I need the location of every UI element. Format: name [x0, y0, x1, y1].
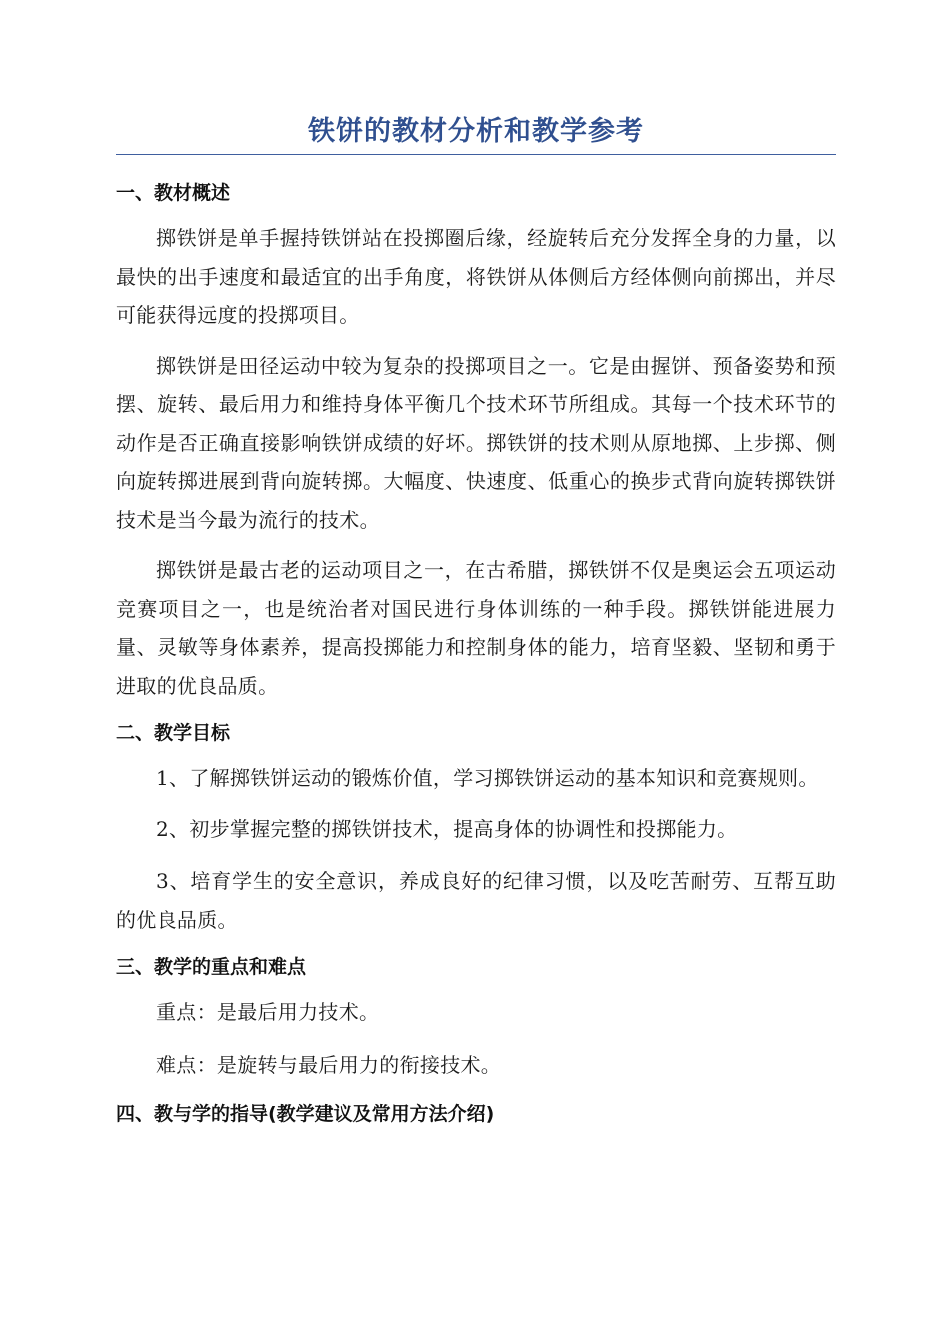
paragraph: 2、初步掌握完整的掷铁饼技术，提高身体的协调性和投掷能力。 [156, 816, 738, 841]
paragraph: 掷铁饼是单手握持铁饼站在投掷圈后缘，经旋转后充分发挥全身的力量，以最快的出手速度和最适宜的出手角度，将铁饼从体侧后方经体侧向前掷出，并尽可能获得远度的投掷项目。 [116, 226, 836, 327]
section-heading: 四、教与学的指导(教学建议及常用方法介绍) [116, 1103, 495, 1125]
paragraph: 1、了解掷铁饼运动的锻炼价值，学习掷铁饼运动的基本知识和竞赛规则。 [156, 766, 819, 790]
title-underline [116, 154, 836, 155]
paragraph: 3、培育学生的安全意识，养成良好的纪律习惯，以及吃苦耐劳、互帮互助的优良品质。 [116, 869, 836, 932]
section-heading: 三、教学的重点和难点 [116, 956, 307, 978]
section-overview [116, 177, 836, 705]
section-goals [116, 717, 836, 939]
section-key-points [116, 951, 836, 1084]
section-heading: 一、教材概述 [116, 182, 231, 204]
paragraph: 掷铁饼是最古老的运动项目之一，在古希腊，掷铁饼不仅是奥运会五项运动竞赛项目之一，也是统治者对国民进行身体训练的一种手段。掷铁饼能进展力量、灵敏等身体素养，提高投掷能力和控制身体的能力，培育坚毅、坚韧和勇于进取的优良品质。 [116, 558, 836, 698]
paragraph: 掷铁饼是田径运动中较为复杂的投掷项目之一。它是由握饼、预备姿势和预摆、旋转、最后用力和维持身体平衡几个技术环节所组成。其每一个技术环节的动作是否正确直接影响铁饼成绩的好坏。掷铁饼的技术则从原地掷、上步掷、侧向旋转掷进展到背向旋转掷。大幅度、快速度、低重心的换步式背向旋转掷铁饼技术是当今最为流行的技术。 [116, 353, 836, 532]
section-heading: 二、教学目标 [116, 722, 231, 744]
section-guidance [116, 1098, 836, 1130]
document-title: 铁饼的教材分析和教学参考 [308, 116, 644, 147]
document-page [116, 112, 836, 1140]
paragraph: 重点：是最后用力技术。 [156, 1000, 380, 1024]
paragraph: 难点：是旋转与最后用力的衔接技术。 [156, 1052, 502, 1077]
